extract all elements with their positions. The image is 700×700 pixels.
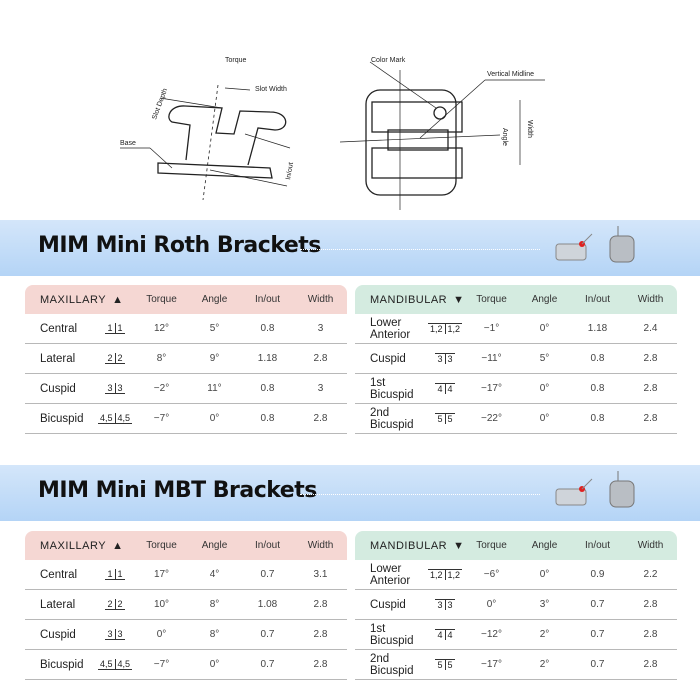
- arch-label-text: MANDIBULAR: [370, 539, 448, 552]
- tooth-right: 3: [445, 353, 455, 364]
- tooth-notation: [425, 599, 465, 610]
- value-cell: 0.8: [590, 413, 605, 424]
- value-cell: −6°: [483, 569, 500, 580]
- column-header: In/out: [254, 540, 281, 551]
- arch-label-text: MAXILLARY: [40, 539, 107, 552]
- column-header: Angle: [531, 294, 558, 305]
- tooth-left: 4,5: [99, 659, 113, 669]
- tooth-notation: [425, 569, 465, 580]
- value-cell: 2.4: [643, 323, 658, 334]
- tooth-notation: [95, 599, 135, 610]
- divider: [300, 249, 540, 250]
- value-cell: 3: [317, 383, 324, 394]
- triangle-down-icon: ▼: [453, 293, 465, 306]
- value-cell: 0°: [539, 383, 550, 394]
- value-cell: 1.18: [587, 323, 608, 334]
- table-header: [355, 285, 677, 314]
- column-header: Width: [307, 294, 334, 305]
- value-cell: 5°: [209, 323, 220, 334]
- tooth-name: 1st Bicuspid: [370, 376, 414, 401]
- value-cell: 3: [317, 323, 324, 334]
- column-header: Angle: [201, 540, 228, 551]
- value-cell: 17°: [153, 569, 170, 580]
- tooth-left: 2: [107, 353, 113, 363]
- column-header: Width: [637, 294, 664, 305]
- arch-label-text: MAXILLARY: [40, 293, 107, 306]
- table-row: [25, 650, 347, 680]
- table-row: [355, 374, 677, 404]
- tooth-left: 1,2: [429, 570, 443, 580]
- value-cell: 2°: [539, 659, 550, 670]
- tooth-name: Central: [40, 322, 78, 335]
- tooth-notation: [425, 383, 465, 394]
- value-cell: 0.7: [260, 629, 275, 640]
- value-cell: −12°: [481, 629, 502, 640]
- maxillary-table: [25, 285, 347, 434]
- tooth-right: 1,2: [445, 323, 463, 334]
- value-cell: 1.18: [257, 353, 278, 364]
- tooth-left: 3: [107, 629, 113, 639]
- width-label: Width: [526, 120, 533, 138]
- tooth-name: 2nd Bicuspid: [370, 652, 414, 677]
- tooth-notation: [425, 629, 465, 640]
- value-cell: 0°: [539, 413, 550, 424]
- tooth-left: 1: [107, 569, 113, 579]
- value-cell: 0.8: [260, 383, 275, 394]
- side-view-diagram: [120, 85, 290, 200]
- tooth-right: 4,5: [115, 659, 133, 670]
- value-cell: 2.8: [643, 599, 658, 610]
- bracket-product-icon: [552, 226, 642, 270]
- column-header: Angle: [531, 540, 558, 551]
- value-cell: −1°: [483, 323, 500, 334]
- value-cell: −17°: [481, 383, 502, 394]
- tooth-left: 2: [107, 599, 113, 609]
- table-row: [355, 404, 677, 434]
- tooth-notation: [95, 413, 135, 424]
- column-header: In/out: [254, 294, 281, 305]
- tooth-name: 2nd Bicuspid: [370, 406, 414, 431]
- value-cell: −22°: [481, 413, 502, 424]
- table-header: [25, 285, 347, 314]
- value-cell: 2.8: [643, 659, 658, 670]
- tooth-left: 4,5: [99, 413, 113, 423]
- value-cell: 10°: [153, 599, 170, 610]
- tooth-name: 1st Bicuspid: [370, 622, 414, 647]
- slot-depth-label: Slot Depth: [151, 87, 170, 121]
- table-row: [25, 314, 347, 344]
- value-cell: 3°: [539, 599, 550, 610]
- value-cell: 0°: [156, 629, 167, 640]
- tooth-name: Central: [40, 568, 78, 581]
- tooth-left: 5: [437, 414, 443, 424]
- value-cell: 0.7: [590, 659, 605, 670]
- base-label: Base: [120, 140, 136, 147]
- tooth-name: Lateral: [40, 598, 76, 611]
- tooth-right: 4,5: [115, 413, 133, 424]
- value-cell: −17°: [481, 659, 502, 670]
- value-cell: 5°: [539, 353, 550, 364]
- tooth-name: Bicuspid: [40, 658, 84, 671]
- value-cell: 8°: [209, 629, 220, 640]
- value-cell: 2.8: [643, 353, 658, 364]
- divider: [300, 494, 540, 495]
- tooth-notation: [95, 353, 135, 364]
- tooth-right: 4: [445, 383, 455, 394]
- value-cell: 0°: [539, 323, 550, 334]
- value-cell: 8°: [209, 599, 220, 610]
- value-cell: 0.7: [260, 659, 275, 670]
- triangle-up-icon: ▲: [112, 293, 124, 306]
- inout-label: In/out: [285, 161, 296, 181]
- tooth-notation: [95, 569, 135, 580]
- tooth-right: 3: [115, 383, 125, 394]
- table-row: [25, 620, 347, 650]
- tooth-notation: [425, 413, 465, 424]
- value-cell: 8°: [156, 353, 167, 364]
- column-header: Width: [307, 540, 334, 551]
- table-row: [25, 404, 347, 434]
- value-cell: −2°: [153, 383, 170, 394]
- value-cell: 2.2: [643, 569, 658, 580]
- tooth-left: 4: [437, 384, 443, 394]
- slot-width-label: Slot Width: [255, 86, 287, 93]
- tooth-name: Cuspid: [40, 628, 76, 641]
- section-banner: [0, 465, 700, 521]
- column-header: In/out: [584, 294, 611, 305]
- tooth-notation: [95, 323, 135, 334]
- tooth-notation: [425, 659, 465, 670]
- value-cell: −7°: [153, 413, 170, 424]
- tooth-left: 3: [107, 383, 113, 393]
- value-cell: 2.8: [643, 413, 658, 424]
- value-cell: 0.7: [590, 629, 605, 640]
- tooth-right: 5: [445, 413, 455, 424]
- tooth-name: Lower Anterior: [370, 316, 411, 341]
- tooth-notation: [95, 629, 135, 640]
- tooth-name: Bicuspid: [40, 412, 84, 425]
- table-row: [25, 374, 347, 404]
- angle-label: Angle: [501, 128, 508, 146]
- value-cell: 0.8: [590, 353, 605, 364]
- tooth-name: Lateral: [40, 352, 76, 365]
- tooth-notation: [425, 323, 465, 334]
- tooth-name: Cuspid: [370, 352, 406, 365]
- value-cell: 12°: [153, 323, 170, 334]
- value-cell: 11°: [207, 383, 222, 394]
- table-row: [25, 590, 347, 620]
- value-cell: 0.8: [260, 413, 275, 424]
- value-cell: 2.8: [643, 383, 658, 394]
- value-cell: 0°: [486, 599, 497, 610]
- value-cell: 2.8: [313, 599, 328, 610]
- value-cell: 0°: [209, 413, 220, 424]
- column-header: Torque: [146, 294, 177, 305]
- column-header: Torque: [476, 294, 507, 305]
- arch-label: [25, 294, 135, 306]
- table-row: [355, 650, 677, 680]
- tooth-name: Lower Anterior: [370, 562, 411, 587]
- arch-label-text: MANDIBULAR: [370, 293, 448, 306]
- value-cell: 0.7: [260, 569, 275, 580]
- tooth-right: 5: [445, 659, 455, 670]
- front-view-diagram: [340, 62, 545, 210]
- table-row: [355, 344, 677, 374]
- table-row: [355, 620, 677, 650]
- maxillary-table: [25, 531, 347, 680]
- column-header: Angle: [201, 294, 228, 305]
- value-cell: 0.7: [590, 599, 605, 610]
- tooth-right: 2: [115, 599, 125, 610]
- value-cell: 2°: [539, 629, 550, 640]
- tooth-name: Cuspid: [370, 598, 406, 611]
- tooth-right: 1: [115, 323, 125, 334]
- mandibular-table: [355, 531, 677, 680]
- value-cell: 2.8: [313, 413, 328, 424]
- tooth-name: Cuspid: [40, 382, 76, 395]
- value-cell: −11°: [481, 353, 502, 364]
- value-cell: 2.8: [643, 629, 658, 640]
- tooth-left: 3: [437, 600, 443, 610]
- mandibular-table: [355, 285, 677, 434]
- column-header: Width: [637, 540, 664, 551]
- arch-label: [25, 540, 135, 552]
- arch-label: [355, 294, 465, 306]
- torque-label: Torque: [225, 57, 247, 64]
- tooth-left: 5: [437, 660, 443, 670]
- value-cell: 0.8: [590, 383, 605, 394]
- arch-label: [355, 540, 465, 552]
- value-cell: 2.8: [313, 353, 328, 364]
- column-header: Torque: [476, 540, 507, 551]
- table-row: [355, 560, 677, 590]
- tooth-notation: [95, 659, 135, 670]
- tooth-left: 1,2: [429, 324, 443, 334]
- tooth-right: 1: [115, 569, 125, 580]
- bracket-diagrams: [0, 0, 700, 220]
- table-row: [355, 590, 677, 620]
- value-cell: 3.1: [313, 569, 328, 580]
- triangle-up-icon: ▲: [112, 539, 124, 552]
- value-cell: 4°: [209, 569, 220, 580]
- value-cell: 9°: [209, 353, 220, 364]
- table-header: [355, 531, 677, 560]
- section-banner: [0, 220, 700, 276]
- vertical-midline-label: Vertical Midline: [487, 71, 535, 78]
- tooth-notation: [95, 383, 135, 394]
- section-title: MIM Mini Roth Brackets: [38, 233, 321, 258]
- value-cell: 2.8: [313, 629, 328, 640]
- tooth-notation: [425, 353, 465, 364]
- table-header: [25, 531, 347, 560]
- tooth-right: 1,2: [445, 569, 463, 580]
- column-header: In/out: [584, 540, 611, 551]
- tooth-left: 4: [437, 630, 443, 640]
- tooth-right: 4: [445, 629, 455, 640]
- value-cell: 0°: [539, 569, 550, 580]
- tooth-left: 1: [107, 323, 113, 333]
- triangle-down-icon: ▼: [453, 539, 465, 552]
- tooth-right: 2: [115, 353, 125, 364]
- value-cell: 2.8: [313, 659, 328, 670]
- bracket-product-icon: [552, 471, 642, 515]
- table-row: [25, 560, 347, 590]
- tooth-right: 3: [445, 599, 455, 610]
- tooth-left: 3: [437, 354, 443, 364]
- value-cell: 0.9: [590, 569, 605, 580]
- color-mark-label: Color Mark: [371, 57, 406, 64]
- value-cell: −7°: [153, 659, 170, 670]
- table-row: [25, 344, 347, 374]
- section-title: MIM Mini MBT Brackets: [38, 478, 317, 503]
- tooth-right: 3: [115, 629, 125, 640]
- value-cell: 0.8: [260, 323, 275, 334]
- value-cell: 0°: [209, 659, 220, 670]
- column-header: Torque: [146, 540, 177, 551]
- value-cell: 1.08: [257, 599, 278, 610]
- table-row: [355, 314, 677, 344]
